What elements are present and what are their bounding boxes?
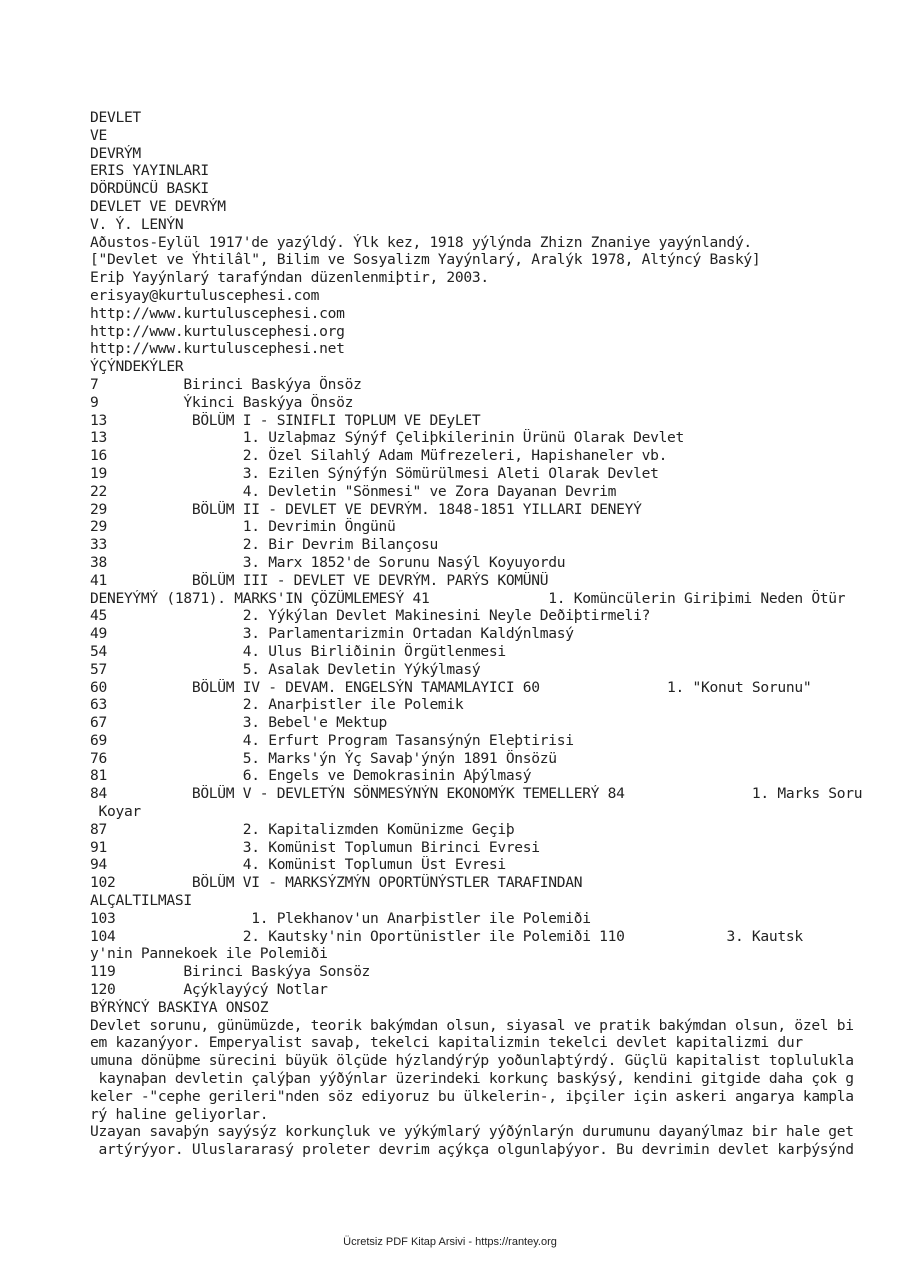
text-line: Eriþ Yayýnlarý tarafýndan düzenlenmiþtir, 2003. [90, 269, 489, 287]
text-line: 16 2. Özel Silahlý Adam Müfrezeleri, Hapishaneler vb. [90, 447, 668, 465]
text-line: ERIS YAYINLARI [90, 162, 209, 180]
text-line: 49 3. Parlamentarizmin Ortadan Kaldýnlmasý [90, 625, 574, 643]
text-line: 69 4. Erfurt Program Tasansýnýn Eleþtirisi [90, 731, 574, 749]
text-line: 38 3. Marx 1852'de Sorunu Nasýl Koyuyordu [90, 553, 566, 571]
text-line: DENEYÝMÝ (1871). MARKS'IN ÇÖZÜMLEMESÝ 41 1. Komüncülerin Giriþimi Neden Ötür [90, 589, 846, 607]
text-line: Aðustos-Eylül 1917'de yazýldý. Ýlk kez, 1918 yýlýnda Zhizn Znaniye yayýnlandý. [90, 233, 752, 251]
document-body [90, 109, 900, 1159]
text-line: 60 BÖLÜM IV - DEVAM. ENGELSÝN TAMAMLAYICI 60 1. "Konut Sorunu" [90, 678, 812, 696]
text-line: em kazanýyor. Emperyalist savaþ, tekelci kapitalizmin tekelci devlet kapitalizmi dur [90, 1034, 803, 1052]
text-line: DEVLET VE DEVRÝM [90, 197, 226, 215]
text-line: 91 3. Komünist Toplumun Birinci Evresi [90, 838, 540, 856]
text-line: http://www.kurtuluscephesi.com [90, 304, 345, 322]
text-line: 29 1. Devrimin Öngünü [90, 518, 396, 536]
text-line: Uzayan savaþýn sayýsýz korkunçluk ve yýkýmlarý yýðýnlarýn durumunu dayanýlmaz bir hale get [90, 1123, 854, 1141]
text-line: http://www.kurtuluscephesi.org [90, 322, 345, 340]
text-line: 54 4. Ulus Birliðinin Örgütlenmesi [90, 642, 506, 660]
text-line: Devlet sorunu, günümüzde, teorik bakýmdan olsun, siyasal ve pratik bakýmdan olsun, özel bi [90, 1016, 854, 1034]
text-line: VE [90, 126, 107, 144]
text-line: ÝÇÝNDEKÝLER [90, 358, 184, 376]
text-line: 103 1. Plekhanov'un Anarþistler ile Polemiði [90, 909, 591, 927]
text-line: 94 4. Komünist Toplumun Üst Evresi [90, 856, 506, 874]
text-line: 104 2. Kautsky'nin Oportünistler ile Polemiði 110 3. Kautsk [90, 927, 803, 945]
text-line: DEVLET [90, 109, 141, 126]
page-footer: Ücretsiz PDF Kitap Arsivi - https://rantey.org [343, 1236, 557, 1248]
text-line: 87 2. Kapitalizmden Komünizme Geçiþ [90, 820, 515, 838]
text-line: umuna dönüþme sürecini büyük ölçüde hýzlandýrýp yoðunlaþtýrdý. Güçlü kapitalist toplulukla [90, 1052, 854, 1070]
text-line: 81 6. Engels ve Demokrasinin Aþýlmasý [90, 767, 532, 785]
text-line: 9 Ýkinci Baskýya Önsöz [90, 393, 354, 411]
text-line: 120 Açýklayýcý Notlar [90, 981, 328, 999]
text-line: BÝRÝNCÝ BASKIYA ONSOZ [90, 998, 269, 1016]
text-line: artýrýyor. Uluslararasý proleter devrim açýkça olgunlaþýyor. Bu devrimin devlet karþýsýnd [90, 1141, 854, 1159]
text-line: 57 5. Asalak Devletin Yýkýlmasý [90, 660, 481, 678]
text-line: 13 1. Uzlaþmaz Sýnýf Çeliþkilerinin Ürünü Olarak Devlet [90, 429, 685, 447]
text-line: kaynaþan devletin çalýþan yýðýnlar üzerindeki korkunç baskýsý, kendini gitgide daha çok g [90, 1070, 854, 1088]
text-line: 45 2. Yýkýlan Devlet Makinesini Neyle Deðiþtirmeli? [90, 607, 651, 625]
text-line: 76 5. Marks'ýn Ýç Savaþ'ýnýn 1891 Önsözü [90, 749, 557, 767]
text-line: 84 BÖLÜM V - DEVLETÝN SÖNMESÝNÝN EKONOMÝK TEMELLERÝ 84 1. Marks Soru [90, 785, 863, 803]
text-line: 63 2. Anarþistler ile Polemik [90, 696, 464, 714]
text-line: 102 BÖLÜM VI - MARKSÝZMÝN OPORTÜNÝSTLER TARAFINDAN [90, 874, 583, 892]
text-line: 22 4. Devletin "Sönmesi" ve Zora Dayanan Devrim [90, 482, 617, 500]
text-line: keler -"cephe gerileri"nden söz ediyoruz bu ülkelerin-, iþçiler için askeri angarya kampla [90, 1087, 854, 1105]
text-line: Koyar [90, 803, 141, 821]
text-line: 19 3. Ezilen Sýnýfýn Sömürülmesi Aleti Olarak Devlet [90, 464, 659, 482]
text-line: 33 2. Bir Devrim Bilançosu [90, 536, 438, 554]
text-line: ALÇALTILMASI [90, 892, 192, 910]
text-line: 7 Birinci Baskýya Önsöz [90, 375, 362, 393]
text-line: DÖRDÜNCÜ BASKI [90, 180, 209, 198]
text-line: erisyay@kurtuluscephesi.com [90, 286, 320, 304]
text-line: http://www.kurtuluscephesi.net [90, 340, 345, 358]
text-line: 119 Birinci Baskýya Sonsöz [90, 963, 371, 981]
text-line: rý haline geliyorlar. [90, 1105, 269, 1123]
text-line: V. Ý. LENÝN [90, 215, 184, 233]
text-line: 67 3. Bebel'e Mektup [90, 714, 388, 732]
text-line: 29 BÖLÜM II - DEVLET VE DEVRÝM. 1848-1851 YILLARI DENEYÝ [90, 500, 642, 518]
text-line: y'nin Pannekoek ile Polemiði [90, 945, 328, 963]
text-line: 41 BÖLÜM III - DEVLET VE DEVRÝM. PARÝS KOMÜNÜ [90, 571, 549, 589]
text-line: 13 BÖLÜM I - SINIFLI TOPLUM VE DEyLET [90, 411, 481, 429]
text-line: DEVRÝM [90, 144, 141, 162]
text-line: ["Devlet ve Ýhtilâl", Bilim ve Sosyalizm Yayýnlarý, Aralýk 1978, Altýncý Baský] [90, 251, 761, 269]
